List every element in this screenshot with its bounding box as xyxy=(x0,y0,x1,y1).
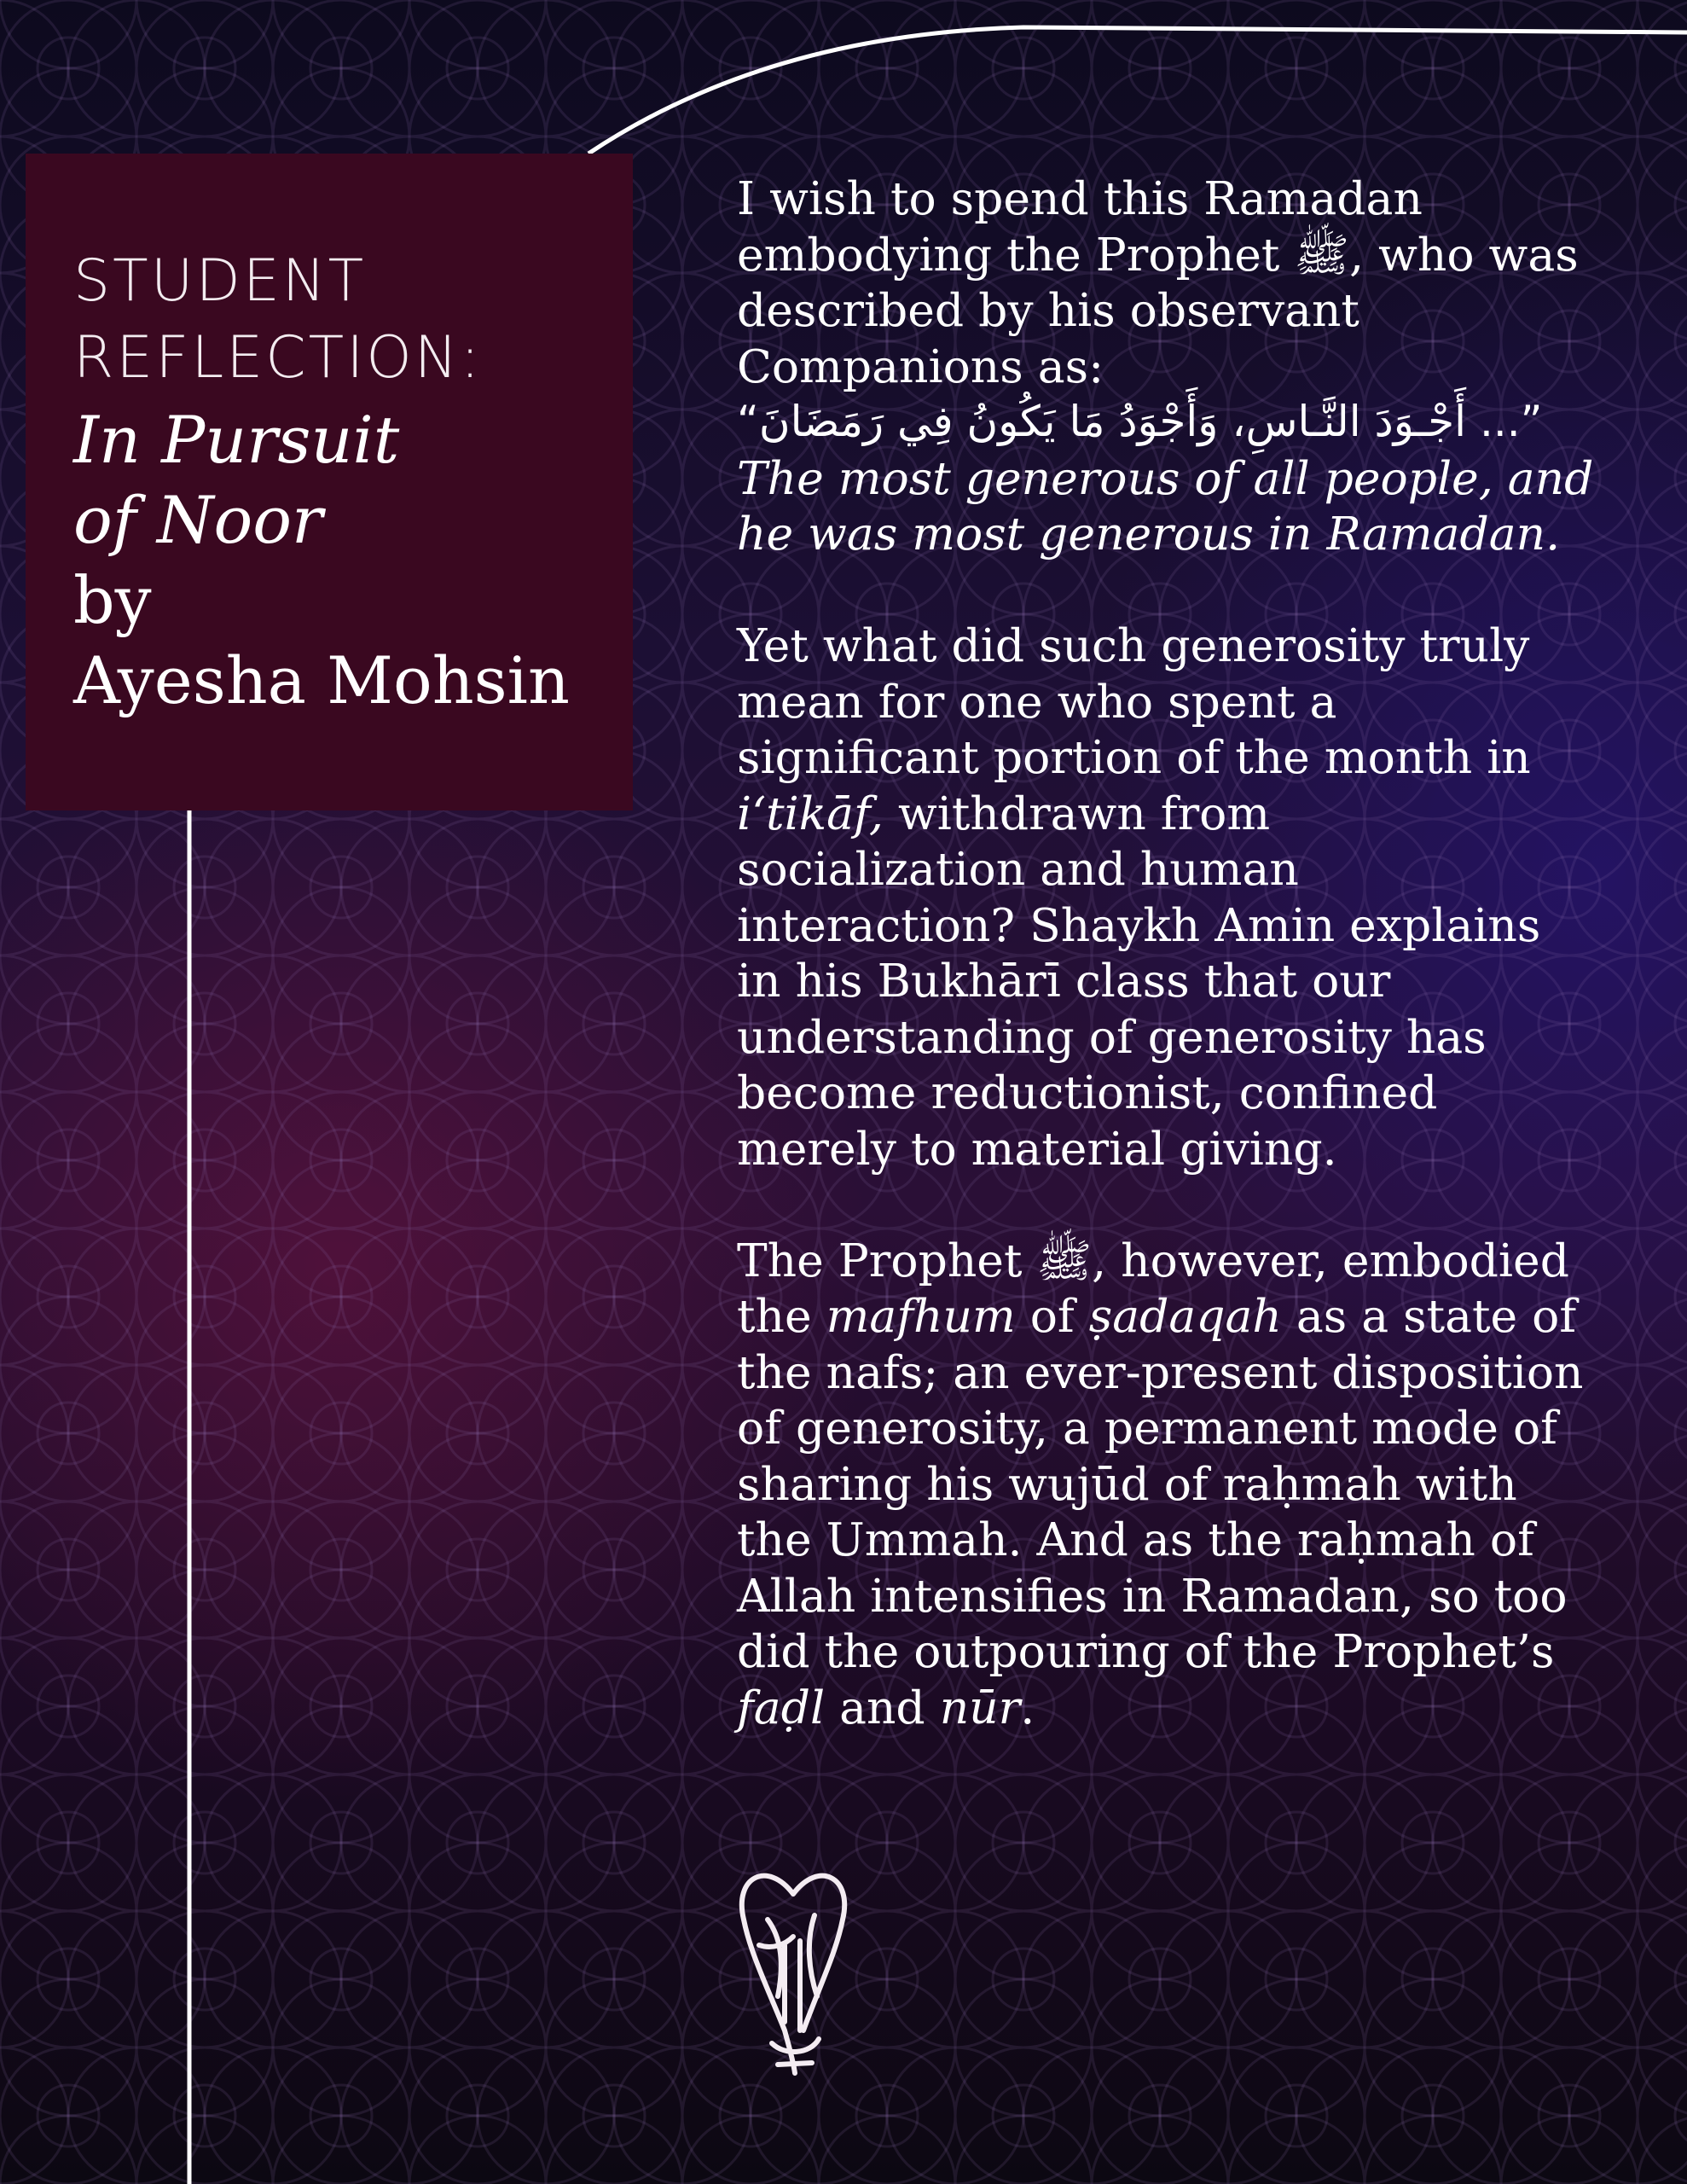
text-segment: as a state of xyxy=(1281,1289,1577,1343)
paragraph-2-line-9: become reductionist, confined xyxy=(737,1066,1438,1119)
paragraph-2-line-6: interaction? Shaykh Amin explains xyxy=(737,897,1541,952)
paragraph-3-line-7: Allah intensifies in Ramadan, so too xyxy=(737,1568,1568,1623)
text-segment: the xyxy=(737,1289,826,1343)
paragraph-3-line-4: of generosity, a permanent mode of xyxy=(737,1401,1557,1455)
paragraph-3-line-8: did the outpouring of the Prophet’s xyxy=(737,1624,1555,1678)
paragraph-2-line-5: socialization and human xyxy=(737,842,1299,896)
hadith-translation-line-2: he was most generous in Ramadan. xyxy=(737,507,1561,561)
paragraph-2-line-2: mean for one who spent a xyxy=(737,674,1337,729)
paragraph-2-line-10: merely to material giving. xyxy=(737,1121,1337,1176)
paragraph-3-line-3: the nafs; an ever-present disposition xyxy=(737,1345,1584,1399)
arabic-hadith-quote: “أَجْـوَدَ النَّـاسِ، وَأَجْوَدُ مَا يَكُونُ فِي رَمَضَانَ ...” xyxy=(737,397,1543,446)
hadith-translation-line-1: The most generous of all people, and xyxy=(737,450,1594,505)
paragraph-2-line-4 xyxy=(737,786,1598,842)
paragraph-2-line-1: Yet what did such generosity truly xyxy=(737,619,1530,672)
term-fadl: faḍl xyxy=(737,1680,826,1734)
paragraph-gap xyxy=(737,1176,1598,1233)
term-itikaf: i‘tikāf, xyxy=(737,786,884,840)
calligraphy-logo-icon xyxy=(733,1860,853,2082)
paragraph-3-line-5: sharing his wujūd of raḥmah with xyxy=(737,1456,1517,1511)
paragraph-2-line-3: significant portion of the month in xyxy=(737,730,1531,784)
paragraph-2-line-4-rest: withdrawn from xyxy=(883,786,1271,840)
paragraph-1-line-1: I wish to spend this Ramadan xyxy=(737,171,1423,225)
term-nur: nūr xyxy=(939,1680,1021,1734)
term-sadaqah: ṣadaqah xyxy=(1088,1289,1282,1343)
author-name: Ayesha Mohsin xyxy=(73,642,570,718)
paragraph-3-line-9 xyxy=(737,1680,1598,1736)
text-segment: of xyxy=(1015,1289,1089,1343)
section-label-line-2: REFLECTION: xyxy=(73,324,483,392)
paragraph-3-line-6: the Ummah. And as the raḥmah of xyxy=(737,1513,1534,1566)
paragraph-1-line-3: described by his observant xyxy=(737,283,1359,337)
paragraph-2-line-7: in his Bukhārī class that our xyxy=(737,954,1391,1008)
section-label-line-1: STUDENT xyxy=(73,247,367,315)
top-arc-line xyxy=(588,27,1687,154)
paragraph-3-line-1: The Prophet ﷺ, however, embodied xyxy=(737,1233,1569,1287)
paragraph-3-line-2 xyxy=(737,1288,1598,1345)
paragraph-1-line-4: Companions as: xyxy=(737,339,1104,393)
text-segment: and xyxy=(825,1680,940,1734)
text-segment: . xyxy=(1020,1680,1035,1734)
paragraph-1-line-2: embodying the Prophet ﷺ, who was xyxy=(737,227,1579,282)
article-title-line-1: In Pursuit xyxy=(73,402,400,478)
title-box xyxy=(26,154,633,810)
article-title-line-2: of Noor xyxy=(73,482,323,558)
paragraph-2-line-8: understanding of generosity has xyxy=(737,1009,1487,1064)
byline-by: by xyxy=(73,562,152,638)
term-mafhum: mafhum xyxy=(826,1289,1016,1343)
article-body xyxy=(737,171,1598,1735)
paragraph-gap xyxy=(737,562,1598,619)
